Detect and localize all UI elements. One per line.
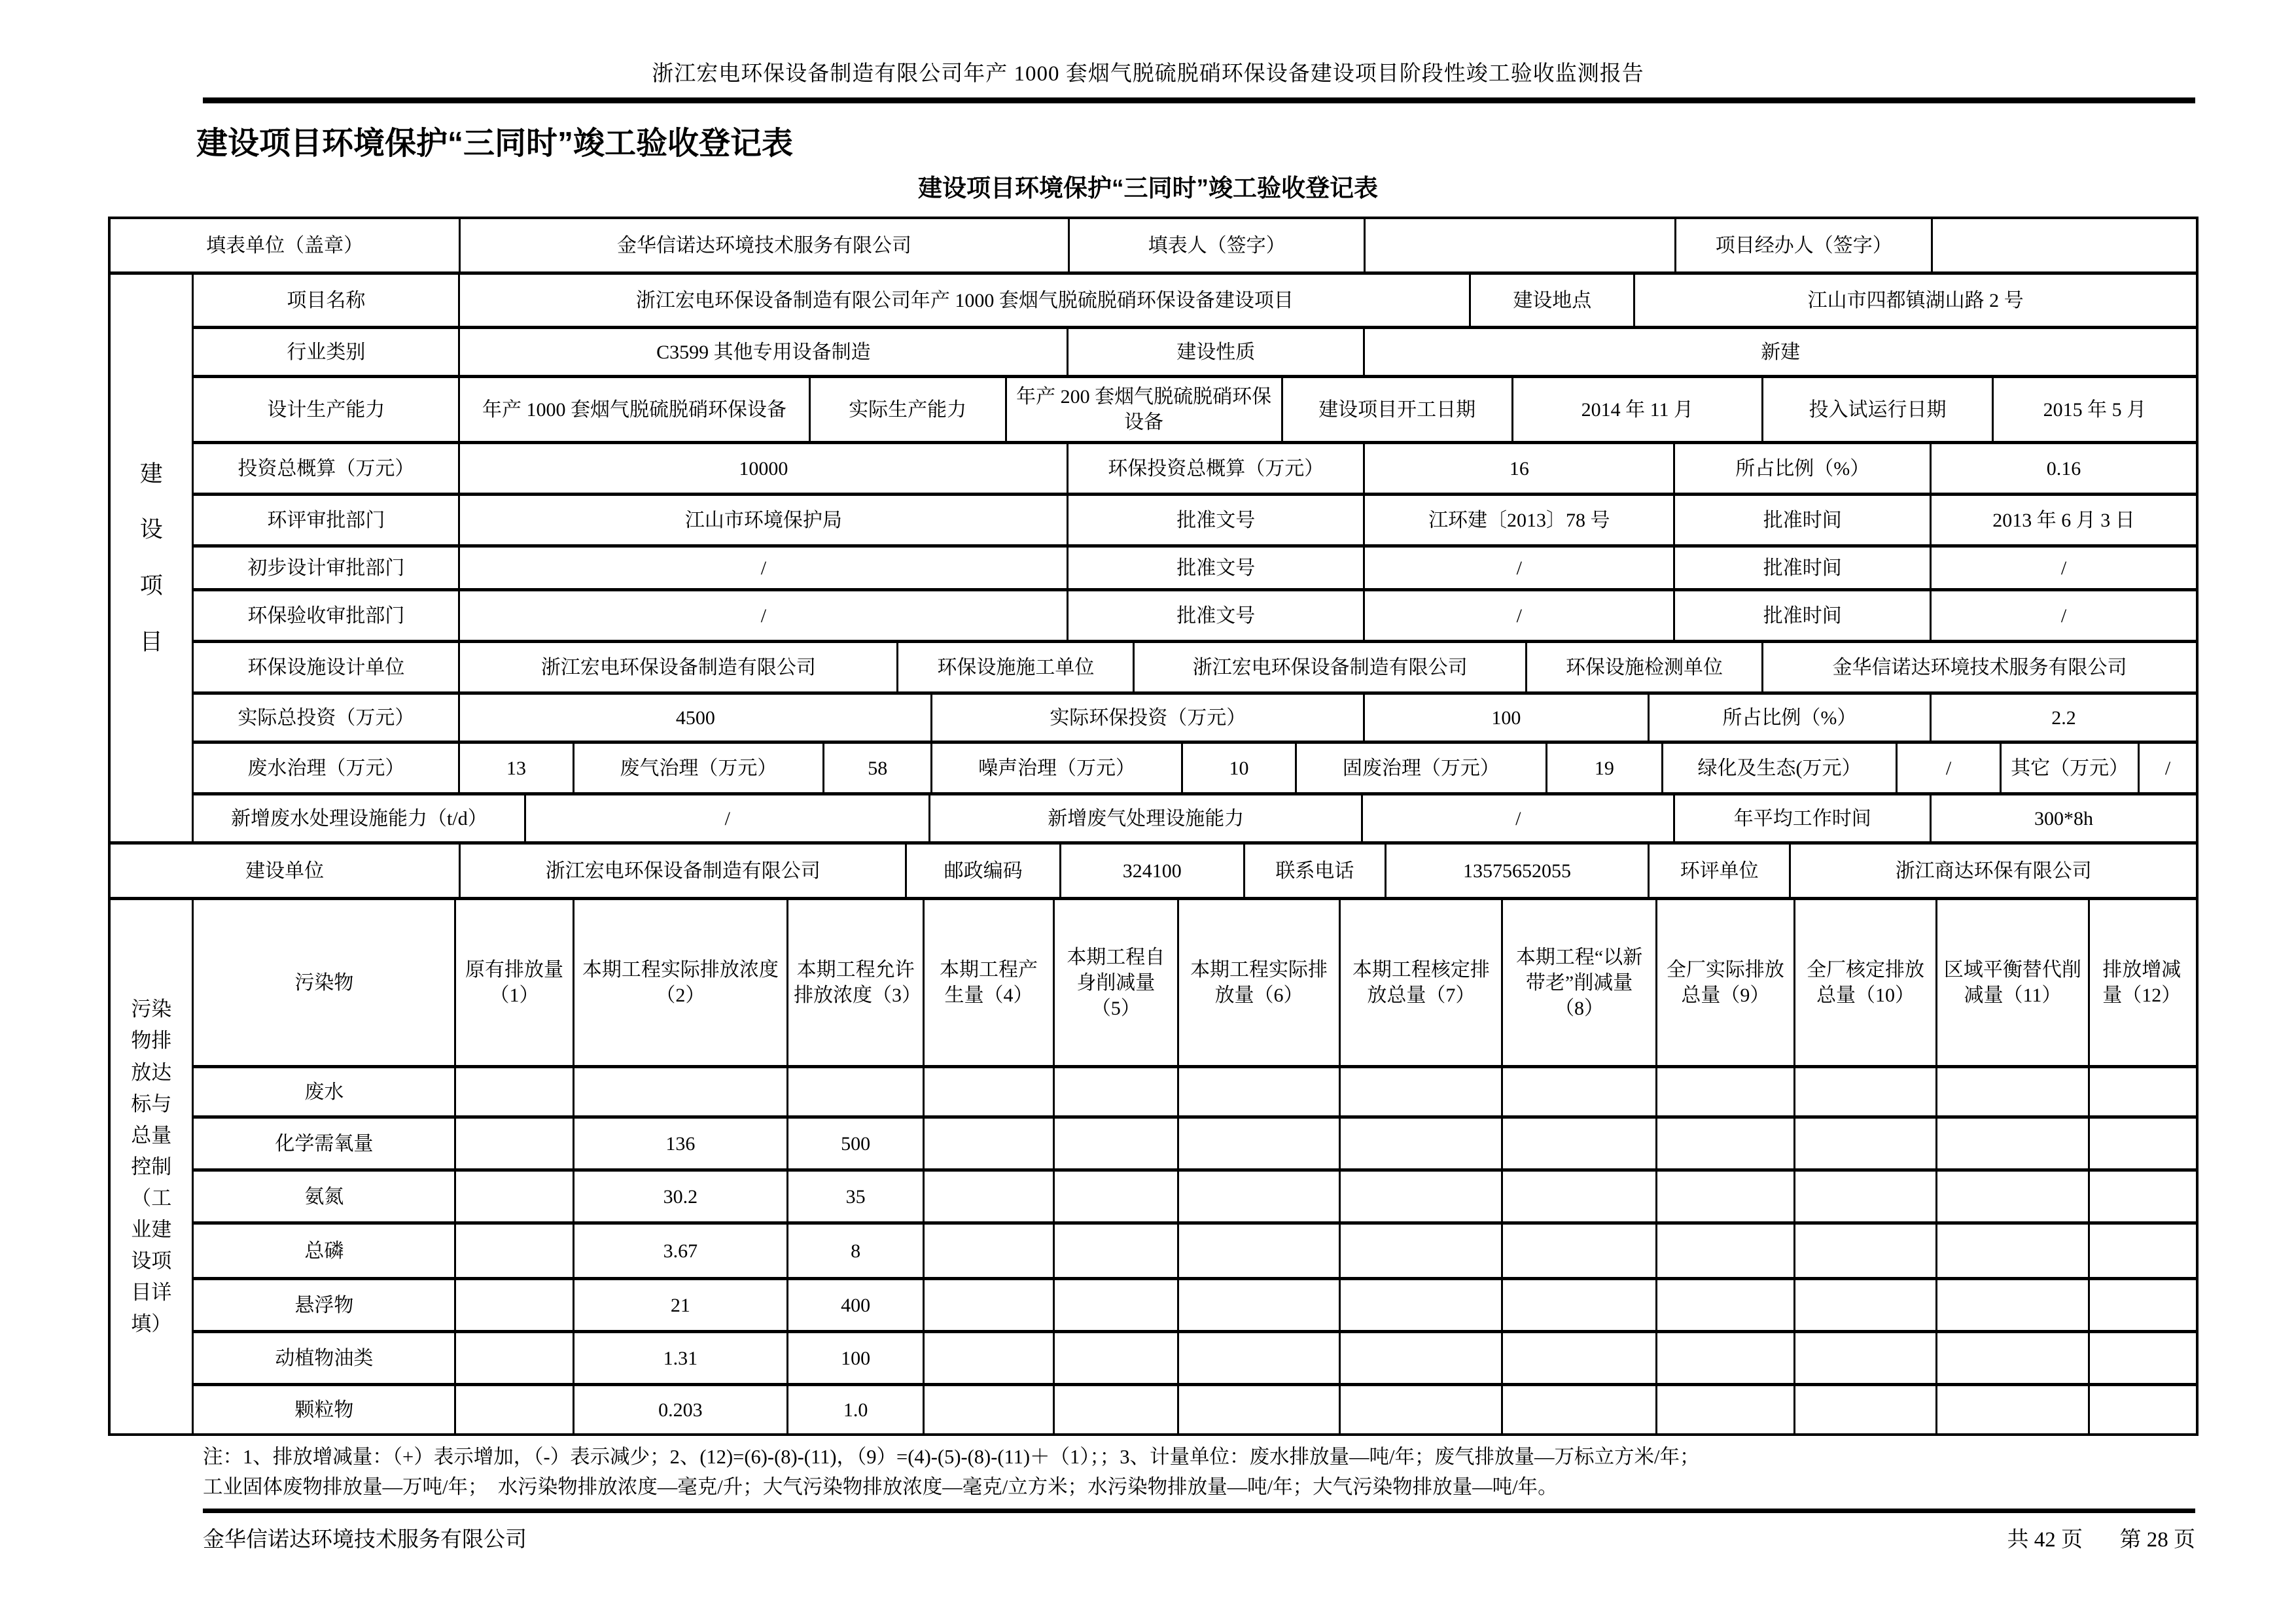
form-cell [1053, 1068, 1177, 1115]
form-cell [923, 1119, 1053, 1168]
form-cell [2088, 1172, 2194, 1221]
form-cell: 13575652055 [1385, 845, 1648, 897]
table-row [194, 1115, 2196, 1168]
form-cell: 10000 [458, 444, 1067, 493]
form-cell: 全厂实际排放总量（9） [1655, 900, 1793, 1065]
form-cell: 19 [1545, 744, 1661, 792]
form-cell [454, 1280, 573, 1330]
table-row [194, 900, 2196, 1065]
form-cell: 邮政编码 [905, 845, 1059, 897]
form-cell [1935, 1068, 2088, 1115]
form-cell [1339, 1225, 1501, 1277]
form-cell: 新增废水处理设施能力（t/d） [231, 807, 487, 829]
form-cell [1655, 1119, 1793, 1168]
table-row [194, 544, 2196, 588]
table-row [194, 1221, 2196, 1277]
form-cell [923, 1068, 1053, 1115]
table-row [194, 275, 2196, 326]
form-cell [1935, 1119, 2088, 1168]
form-cell: 本期工程允许排放浓度（3） [786, 900, 923, 1065]
form-cell: 21 [573, 1280, 786, 1330]
form-cell [1501, 1280, 1655, 1330]
form-cell: 2.2 [1930, 695, 2196, 741]
footer-company: 金华信诺达环境技术服务有限公司 [203, 1528, 527, 1552]
table-row [194, 326, 2196, 375]
form-cell: 环保设施施工单位 [896, 643, 1133, 691]
form-cell: 所占比例（%） [1673, 444, 1930, 493]
form-cell [1364, 219, 1674, 271]
form-cell: 金华信诺达环境技术服务有限公司 [1761, 643, 2196, 691]
form-cell: 0.203 [573, 1386, 786, 1433]
form-cell: 绿化及生态(万元） [1661, 744, 1896, 792]
form-cell [1177, 1225, 1339, 1277]
form-cell: 2013 年 6 月 3 日 [1930, 496, 2196, 544]
form-cell: 原有排放量（1） [454, 900, 573, 1065]
form-cell [454, 1172, 573, 1221]
form-cell [1793, 1172, 1935, 1221]
form-cell [1177, 1280, 1339, 1330]
form-cell: 本期工程实际排放量（6） [1177, 900, 1339, 1065]
form-cell: / [1363, 591, 1673, 640]
form-cell: 环评审批部门 [267, 509, 385, 531]
form-cell: 年产 200 套烟气脱硫脱硝环保设备 [1005, 378, 1281, 441]
form-cell: 江环建〔2013〕78 号 [1363, 496, 1673, 544]
form-cell: 2014 年 11 月 [1511, 378, 1761, 441]
form-cell: 300*8h [1930, 795, 2196, 841]
form-cell [454, 1119, 573, 1168]
form-cell [573, 1068, 786, 1115]
table-row [194, 640, 2196, 691]
form-cell [1339, 1386, 1501, 1433]
form-cell [2088, 1119, 2194, 1168]
registration-form-table [108, 217, 2199, 1436]
form-cell [1655, 1068, 1793, 1115]
footer-page-current: 第 28 页 [2119, 1528, 2195, 1552]
form-cell: 建设性质 [1067, 329, 1363, 375]
form-cell: 30.2 [573, 1172, 786, 1221]
form-cell: 区域平衡替代削减量（11） [1935, 900, 2088, 1065]
form-cell [454, 1225, 573, 1277]
form-cell: / [1930, 591, 2196, 640]
form-cell [1501, 1172, 1655, 1221]
table-row [194, 741, 2196, 792]
form-cell [923, 1172, 1053, 1221]
form-cell: 批准时间 [1673, 496, 1930, 544]
footer-page-numbers [2007, 1522, 2196, 1553]
form-cell: 所占比例（%） [1648, 695, 1930, 741]
form-cell: 污染物 [294, 971, 354, 994]
form-cell [1501, 1225, 1655, 1277]
form-cell: 颗粒物 [294, 1399, 354, 1421]
form-cell: 年产 1000 套烟气脱硫脱硝环保设备 [458, 378, 808, 441]
form-title: 建设项目环境保护“三同时”竣工验收登记表 [918, 175, 1378, 202]
form-cell: 324100 [1059, 845, 1243, 897]
form-cell [2088, 1225, 2194, 1277]
form-cell: 浙江商达环保有限公司 [1789, 845, 2195, 897]
section-rows [111, 219, 2196, 271]
form-cell [1501, 1068, 1655, 1115]
form-cell [1053, 1225, 1177, 1277]
form-cell [1053, 1333, 1177, 1383]
table-row [194, 1065, 2196, 1115]
form-cell: / [1361, 795, 1673, 841]
form-cell: 行业类别 [287, 341, 366, 363]
form-cell: 新建 [1363, 329, 2196, 375]
form-cell: 悬浮物 [294, 1294, 354, 1316]
form-cell [1501, 1333, 1655, 1383]
form-cell [1793, 1386, 1935, 1433]
form-cell [1793, 1333, 1935, 1383]
form-cell: 总磷 [304, 1240, 344, 1262]
form-cell [1655, 1225, 1793, 1277]
form-cell: 废气治理（万元） [573, 744, 822, 792]
form-cell [786, 1068, 923, 1115]
form-cell [1053, 1280, 1177, 1330]
form-cell [1339, 1172, 1501, 1221]
form-cell [1501, 1119, 1655, 1168]
form-cell [1177, 1386, 1339, 1433]
form-cell [1793, 1068, 1935, 1115]
form-cell: 本期工程实际排放浓度（2） [573, 900, 786, 1065]
form-cell: 10 [1181, 744, 1295, 792]
form-cell [1793, 1280, 1935, 1330]
form-cell: 排放增减量（12） [2088, 900, 2194, 1065]
section-side-label-cell [111, 275, 194, 841]
section-rows [111, 845, 2196, 897]
form-cell: 13 [458, 744, 572, 792]
form-cell: 16 [1363, 444, 1673, 493]
form-cell: 化学需氧量 [275, 1132, 374, 1155]
form-cell [1935, 1333, 2088, 1383]
form-cell: 其它（万元） [2000, 744, 2138, 792]
form-cell: 建设单位 [245, 860, 325, 882]
table-row [194, 493, 2196, 544]
table-row [194, 691, 2196, 741]
form-cell [1339, 1119, 1501, 1168]
form-cell: 年平均工作时间 [1673, 795, 1930, 841]
form-cell: 废水 [304, 1081, 344, 1103]
form-block [111, 897, 2196, 1433]
form-cell [1935, 1172, 2088, 1221]
form-cell: 8 [786, 1225, 923, 1277]
form-cell [1339, 1333, 1501, 1383]
form-cell: 500 [786, 1119, 923, 1168]
form-cell [1339, 1068, 1501, 1115]
form-cell: 1.31 [573, 1333, 786, 1383]
form-cell [923, 1333, 1053, 1383]
form-cell [454, 1068, 573, 1115]
table-row [111, 219, 2196, 271]
form-cell [1501, 1386, 1655, 1433]
page-title: 建设项目环境保护“三同时”竣工验收登记表 [196, 126, 794, 161]
form-cell: 3.67 [573, 1225, 786, 1277]
form-cell [454, 1333, 573, 1383]
form-cell: 100 [786, 1333, 923, 1383]
form-cell [923, 1280, 1053, 1330]
section-rows [194, 900, 2196, 1433]
form-cell [1177, 1119, 1339, 1168]
form-cell: C3599 其他专用设备制造 [458, 329, 1067, 375]
form-cell: 批准文号 [1067, 548, 1363, 588]
form-cell [1655, 1280, 1793, 1330]
form-cell [923, 1386, 1053, 1433]
form-cell [1655, 1333, 1793, 1383]
footer-rule [203, 1509, 2195, 1513]
form-cell: 浙江宏电环保设备制造有限公司 [458, 643, 896, 691]
form-cell: 建设地点 [1469, 275, 1633, 326]
form-cell: 58 [822, 744, 930, 792]
form-cell: 填表人（签字） [1068, 219, 1364, 271]
form-cell: 本期工程自身削减量（5） [1053, 900, 1177, 1065]
form-cell [923, 1225, 1053, 1277]
table-row [111, 845, 2196, 897]
form-cell: 环保验收审批部门 [247, 604, 405, 627]
table-row [194, 588, 2196, 640]
form-cell: 氨氮 [304, 1185, 344, 1208]
section-side-label: 建设项目 [139, 461, 163, 655]
form-cell: 建设项目开工日期 [1281, 378, 1511, 441]
form-cell: / [2138, 744, 2196, 792]
form-cell [2088, 1333, 2194, 1383]
form-cell [1931, 219, 2196, 271]
form-cell: 固废治理（万元） [1295, 744, 1545, 792]
form-cell: 批准时间 [1673, 591, 1930, 640]
table-row [194, 441, 2196, 493]
form-cell: 初步设计审批部门 [247, 557, 405, 579]
form-cell: / [1896, 744, 2000, 792]
form-cell: / [458, 591, 1067, 640]
form-cell: 35 [786, 1172, 923, 1221]
form-cell: 2015 年 5 月 [1992, 378, 2196, 441]
footer-pages-total: 共 42 页 [2007, 1528, 2083, 1552]
form-cell: 动植物油类 [275, 1347, 374, 1369]
form-cell: 本期工程核定排放总量（7） [1339, 900, 1501, 1065]
form-cell: 400 [786, 1280, 923, 1330]
section-side-label: 污染物排放达标与总量控制（工业建设项目详填） [131, 998, 172, 1335]
note-line-2: 工业固体废物排放量—万吨/年； 水污染物排放浓度—毫克/升；大气污染物排放浓度—毫克/立方米；水污染物排放量—吨/年；大气污染物排放量—吨/年。 [203, 1475, 1558, 1498]
form-cell [1177, 1068, 1339, 1115]
form-cell: 江山市四都镇湖山路 2 号 [1633, 275, 2196, 326]
form-cell: 环评单位 [1648, 845, 1790, 897]
table-note [203, 1442, 2198, 1503]
table-row [194, 1168, 2196, 1221]
form-cell [1053, 1119, 1177, 1168]
section-side-label-cell [111, 900, 194, 1433]
running-head: 浙江宏电环保设备制造有限公司年产 1000 套烟气脱硫脱硝环保设备建设项目阶段性竣工验收监测报告 [652, 62, 1644, 86]
form-cell: 设计生产能力 [267, 398, 385, 421]
form-cell [1177, 1333, 1339, 1383]
form-cell: 136 [573, 1119, 786, 1168]
form-cell: 江山市环境保护局 [458, 496, 1067, 544]
form-cell: / [524, 795, 928, 841]
form-block [111, 271, 2196, 841]
page-footer [203, 1509, 2195, 1553]
form-cell: 联系电话 [1243, 845, 1385, 897]
form-cell: 批准文号 [1067, 496, 1363, 544]
form-cell [1793, 1225, 1935, 1277]
form-cell: 批准文号 [1067, 591, 1363, 640]
form-cell: 全厂核定排放总量（10） [1793, 900, 1935, 1065]
form-cell: / [1930, 548, 2196, 588]
form-cell: 批准时间 [1673, 548, 1930, 588]
form-cell [2088, 1386, 2194, 1433]
form-cell: 废水治理（万元） [247, 757, 405, 779]
form-cell: 0.16 [1930, 444, 2196, 493]
table-row [194, 1330, 2196, 1383]
form-cell [1339, 1280, 1501, 1330]
form-cell [454, 1386, 573, 1433]
form-cell: 100 [1363, 695, 1647, 741]
form-cell: 实际生产能力 [809, 378, 1005, 441]
form-cell: 噪声治理（万元） [930, 744, 1180, 792]
form-cell [1935, 1225, 2088, 1277]
note-line-1: 注：1、排放增减量：（+）表示增加，（-）表示减少；2、(12)=(6)-(8)-(11)，（9）=(4)-(5)-(8)-(11)＋（1）；；3、计量单位：废水排放量—吨/年；废气排放量—万标立方米/年； [203, 1446, 1700, 1469]
form-cell: 本期工程“以新带老”削减量（8） [1501, 900, 1655, 1065]
header-rule [203, 97, 2195, 103]
form-cell: 金华信诺达环境技术服务有限公司 [459, 219, 1068, 271]
form-cell: 实际总投资（万元） [238, 707, 415, 729]
form-cell [1655, 1386, 1793, 1433]
form-cell: 环保投资总概算（万元） [1067, 444, 1363, 493]
form-cell: 浙江宏电环保设备制造有限公司 [1133, 643, 1525, 691]
form-cell [1935, 1386, 2088, 1433]
form-cell: 1.0 [786, 1386, 923, 1433]
form-cell [1935, 1280, 2088, 1330]
form-cell [2088, 1068, 2194, 1115]
form-block [111, 219, 2196, 271]
form-cell [1053, 1386, 1177, 1433]
form-cell: 新增废气处理设施能力 [928, 795, 1361, 841]
form-cell: 浙江宏电环保设备制造有限公司年产 1000 套烟气脱硫脱硝环保设备建设项目 [458, 275, 1469, 326]
form-cell [1655, 1172, 1793, 1221]
form-cell: 4500 [458, 695, 930, 741]
form-cell: / [458, 548, 1067, 588]
table-row [194, 1277, 2196, 1330]
form-cell [1053, 1172, 1177, 1221]
form-cell: 浙江宏电环保设备制造有限公司 [459, 845, 905, 897]
form-cell: 填表单位（盖章） [206, 234, 364, 256]
form-cell [1793, 1119, 1935, 1168]
form-cell: 项目名称 [287, 289, 366, 311]
table-row [194, 1383, 2196, 1433]
form-cell: 项目经办人（签字） [1674, 219, 1931, 271]
form-cell: / [1363, 548, 1673, 588]
form-cell: 投资总概算（万元） [238, 457, 415, 480]
form-cell [2088, 1280, 2194, 1330]
form-cell: 实际环保投资（万元） [930, 695, 1363, 741]
form-cell: 环保设施设计单位 [247, 656, 405, 678]
form-cell: 环保设施检测单位 [1525, 643, 1761, 691]
form-cell: 投入试运行日期 [1761, 378, 1992, 441]
form-block [111, 841, 2196, 897]
table-row [194, 792, 2196, 841]
section-rows [194, 275, 2196, 841]
table-row [194, 375, 2196, 441]
form-cell [1177, 1172, 1339, 1221]
form-cell: 本期工程产生量（4） [923, 900, 1053, 1065]
